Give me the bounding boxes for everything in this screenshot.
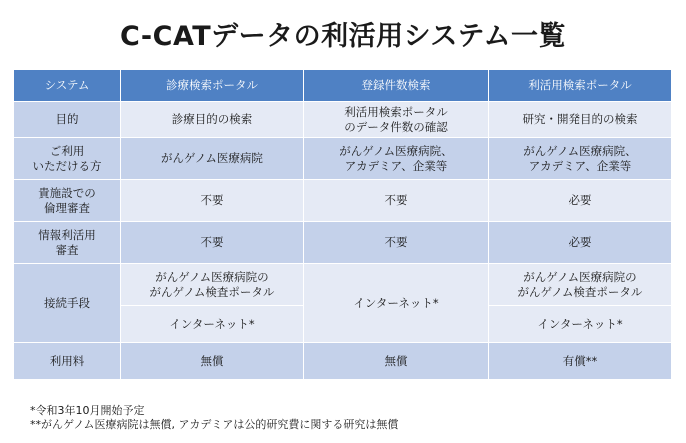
cell-connection-col1-portal: がんゲノム医療病院の がんゲノム検査ポータル [121, 264, 304, 306]
row-label-users: ご利用 いただける方 [14, 138, 121, 180]
cell-fee-col2: 無償 [304, 343, 489, 380]
cell-purpose-col2: 利活用検索ポータル のデータ件数の確認 [304, 102, 489, 138]
cell-ethics-col2: 不要 [304, 180, 489, 222]
header-registration-count-search: 登録件数検索 [304, 70, 489, 102]
table-row-ethics [14, 180, 672, 222]
cell-purpose-col1: 診療目的の検索 [121, 102, 304, 138]
cell-fee-col3: 有償** [489, 343, 672, 380]
table-header-row [14, 70, 672, 102]
system-comparison-table [13, 69, 672, 380]
cell-info-review-col1: 不要 [121, 222, 304, 264]
cell-connection-col3-portal: がんゲノム医療病院の がんゲノム検査ポータル [489, 264, 672, 306]
table-row-purpose [14, 102, 672, 138]
cell-info-review-col2: 不要 [304, 222, 489, 264]
row-label-info-review: 情報利活用 審査 [14, 222, 121, 264]
header-system: システム [14, 70, 121, 102]
header-clinical-search-portal: 診療検索ポータル [121, 70, 304, 102]
cell-purpose-col3: 研究・開発目的の検索 [489, 102, 672, 138]
cell-connection-col3-internet: インターネット* [489, 306, 672, 343]
table-row-fee [14, 343, 672, 380]
row-label-ethics: 貴施設での 倫理審査 [14, 180, 121, 222]
row-label-fee: 利用料 [14, 343, 121, 380]
row-label-connection: 接続手段 [14, 264, 121, 343]
row-label-purpose: 目的 [14, 102, 121, 138]
table-row-users [14, 138, 672, 180]
cell-info-review-col3: 必要 [489, 222, 672, 264]
footnote-1: *令和3年10月開始予定 [30, 404, 145, 417]
table-row-info-review [14, 222, 672, 264]
cell-connection-col2: インターネット* [304, 264, 489, 343]
cell-connection-col1-internet: インターネット* [121, 306, 304, 343]
cell-users-col1: がんゲノム医療病院 [121, 138, 304, 180]
footnotes [30, 404, 398, 432]
page-title: C-CATデータの利活用システム一覧 [120, 21, 566, 52]
cell-fee-col1: 無償 [121, 343, 304, 380]
table-row-connection-a [14, 264, 672, 306]
cell-users-col2: がんゲノム医療病院、 アカデミア、企業等 [304, 138, 489, 180]
cell-ethics-col3: 必要 [489, 180, 672, 222]
header-utilization-search-portal: 利活用検索ポータル [489, 70, 672, 102]
cell-users-col3: がんゲノム医療病院、 アカデミア、企業等 [489, 138, 672, 180]
cell-ethics-col1: 不要 [121, 180, 304, 222]
footnote-2: **がんゲノム医療病院は無償, アカデミアは公的研究費に関する研究は無償 [30, 418, 399, 431]
